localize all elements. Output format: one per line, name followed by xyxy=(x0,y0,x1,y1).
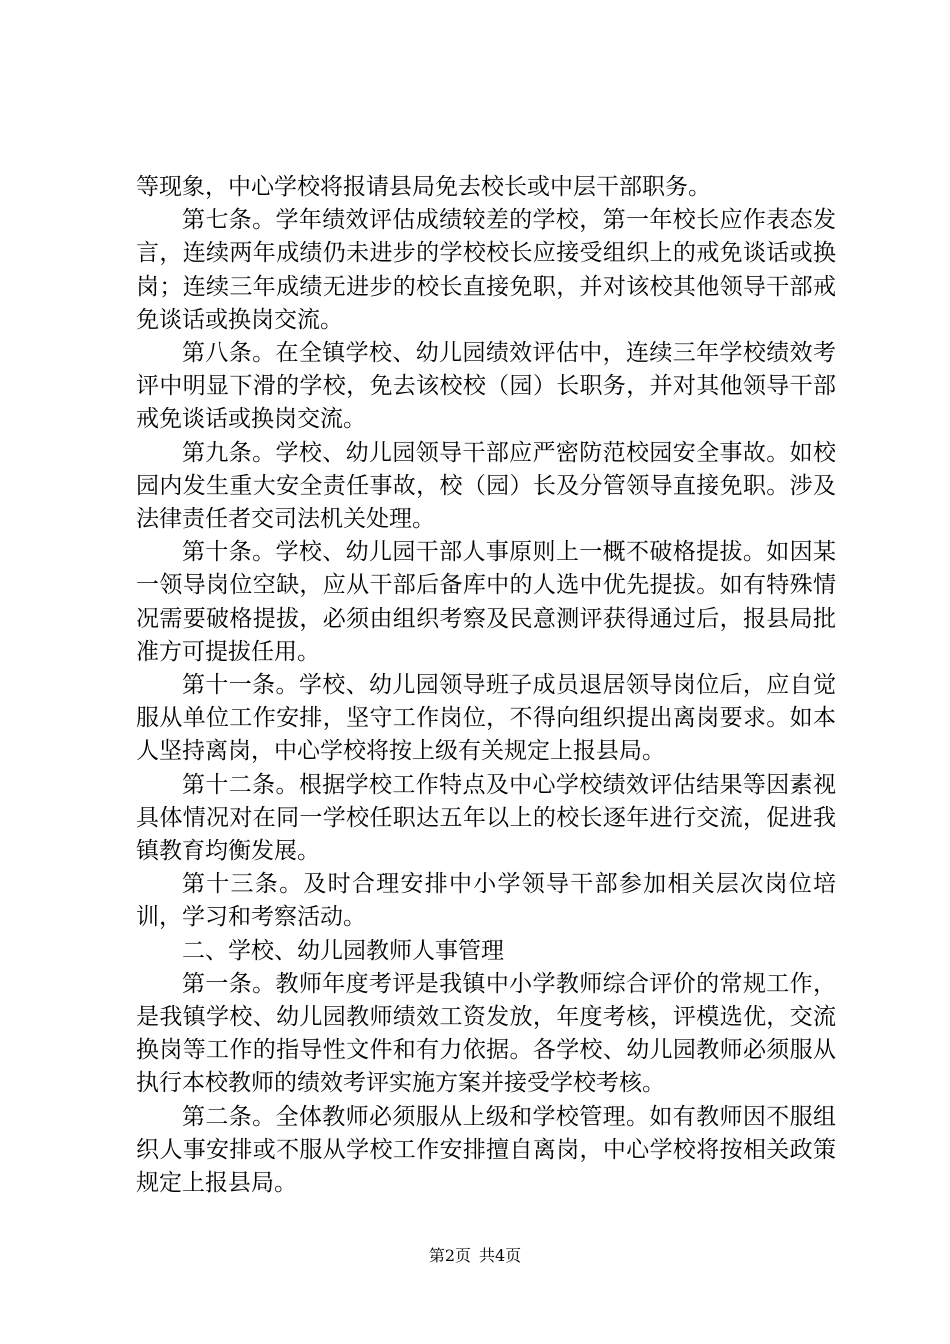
document-body xyxy=(136,171,836,1200)
page-total: 共4页 xyxy=(479,1246,522,1265)
paragraph-teacher-article-2: 第二条。全体教师必须服从上级和学校管理。如有教师因不服组织人事安排或不服从学校工作安排擅自离岗，中心学校将按相关政策规定上报县局。 xyxy=(136,1103,836,1197)
paragraph-article-7: 第七条。学年绩效评估成绩较差的学校，第一年校长应作表态发言，连续两年成绩仍未进步的学校校长应接受组织上的戒免谈话或换岗；连续三年成绩无进步的校长直接免职，并对该校其他领导干部戒免谈话或换岗交流。 xyxy=(136,207,836,333)
page-footer xyxy=(0,1243,950,1266)
section-heading-teacher-management: 二、学校、幼儿园教师人事管理 xyxy=(182,937,504,964)
paragraph-article-12: 第十二条。根据学校工作特点及中心学校绩效评估结果等因素视具体情况对在同一学校任职达五年以上的校长逐年进行交流，促进我镇教育均衡发展。 xyxy=(136,771,836,865)
paragraph-article-13: 第十三条。及时合理安排中小学领导干部参加相关层次岗位培训，学习和考察活动。 xyxy=(136,871,836,931)
page-number: 第2页 xyxy=(428,1246,471,1265)
paragraph-article-11: 第十一条。学校、幼儿园领导班子成员退居领导岗位后，应自觉服从单位工作安排，坚守工作岗位，不得向组织提出离岗要求。如本人坚持离岗，中心学校将按上级有关规定上报县局。 xyxy=(136,672,836,765)
paragraph-article-10: 第十条。学校、幼儿园干部人事原则上一概不破格提拔。如因某一领导岗位空缺，应从干部后备库中的人选中优先提拔。如有特殊情况需要破格提拔，必须由组织考察及民意测评获得通过后，报县局批准方可提拔任用。 xyxy=(136,539,836,665)
paragraph-teacher-article-1: 第一条。教师年度考评是我镇中小学教师综合评价的常规工作，是我镇学校、幼儿园教师绩效工资发放，年度考核，评模选优，交流换岗等工作的指导性文件和有力依据。各学校、幼儿园教师必须服从执行本校教师的绩效考评实施方案并接受学校考核。 xyxy=(136,970,836,1097)
paragraph-article-8: 第八条。在全镇学校、幼儿园绩效评估中，连续三年学校绩效考评中明显下滑的学校，免去该校校（园）长职务，并对其他领导干部戒免谈话或换岗交流。 xyxy=(136,340,836,433)
paragraph-continuation: 等现象，中心学校将报请县局免去校长或中层干部职务。 xyxy=(136,174,711,200)
paragraph-article-9: 第九条。学校、幼儿园领导干部应严密防范校园安全事故。如校园内发生重大安全责任事故，校（园）长及分管领导直接免职。涉及法律责任者交司法机关处理。 xyxy=(136,439,836,533)
